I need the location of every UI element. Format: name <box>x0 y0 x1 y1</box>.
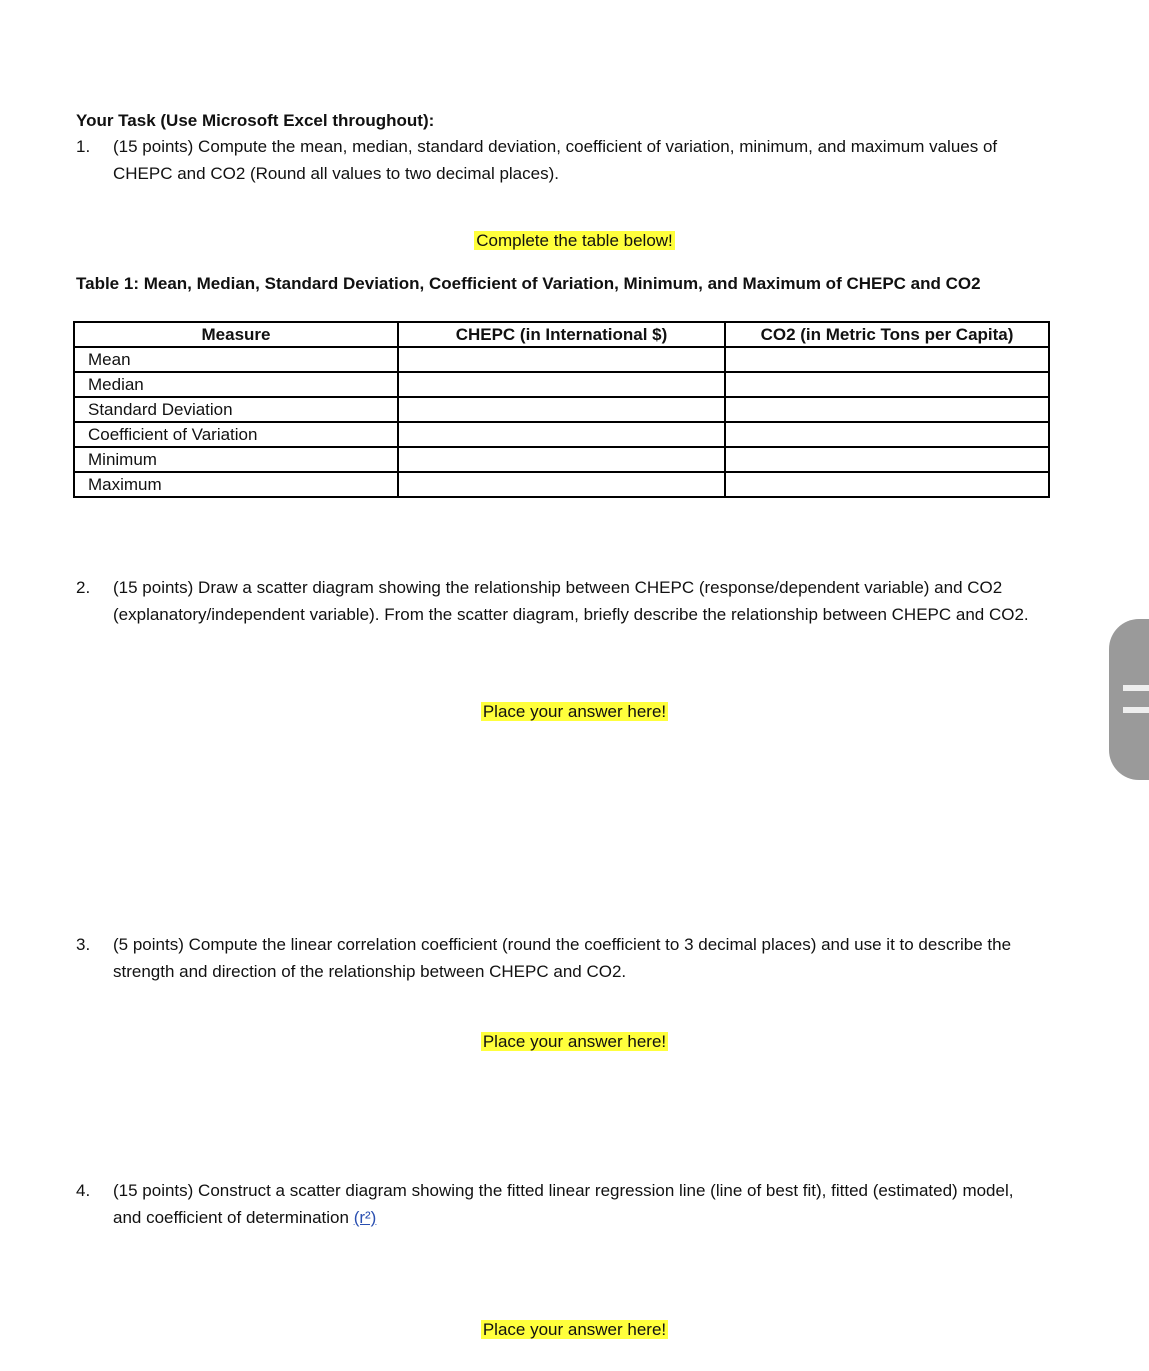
question-2 <box>76 574 1046 628</box>
chepc-cell[interactable] <box>398 447 725 472</box>
question-number: 4. <box>76 1181 91 1200</box>
row-label: Mean <box>74 347 398 372</box>
statistics-table <box>73 321 1050 498</box>
table-row <box>74 422 1049 447</box>
answer-placeholder[interactable]: Place your answer here! <box>482 702 667 721</box>
row-label: Coefficient of Variation <box>74 422 398 447</box>
question-number: 3. <box>76 935 91 954</box>
co2-cell[interactable] <box>725 422 1049 447</box>
question-text: (15 points) Compute the mean, median, standard deviation, coefficient of variation, minimum, and maximum values of CHEPC and CO2 (Round all values to two decimal places). <box>113 137 998 183</box>
question-text: (15 points) Construct a scatter diagram showing the fitted linear regression line (line of best fit), fitted (estimated) model, and coefficient of determination <box>113 1181 1014 1227</box>
answer-placeholder[interactable]: Place your answer here! <box>482 1032 667 1051</box>
side-panel-handle[interactable] <box>1109 619 1149 780</box>
chepc-cell[interactable] <box>398 422 725 447</box>
header-co2: CO2 (in Metric Tons per Capita) <box>725 322 1049 347</box>
table-caption: Table 1: Mean, Median, Standard Deviation, Coefficient of Variation, Minimum, and Maximum of CHEPC and CO2 <box>76 274 981 293</box>
co2-cell[interactable] <box>725 372 1049 397</box>
question-3 <box>76 931 1046 985</box>
handle-grip-icon <box>1123 707 1149 713</box>
table-row <box>74 447 1049 472</box>
header-measure: Measure <box>74 322 398 347</box>
row-label: Maximum <box>74 472 398 497</box>
question-text: (15 points) Draw a scatter diagram showing the relationship between CHEPC (response/dependent variable) and CO2 (explanatory/independent variable). From the scatter diagram, briefly describe the relationship between CHEPC and CO2. <box>113 578 1029 624</box>
co2-cell[interactable] <box>725 447 1049 472</box>
question-text: (5 points) Compute the linear correlation coefficient (round the coefficient to 3 decimal places) and use it to describe the strength and direction of the relationship between CHEPC and CO2. <box>113 935 1012 981</box>
question-number: 2. <box>76 578 91 597</box>
question-4 <box>76 1177 1046 1231</box>
row-label: Median <box>74 372 398 397</box>
task-heading: Your Task (Use Microsoft Excel throughout): <box>76 111 435 130</box>
chepc-cell[interactable] <box>398 472 725 497</box>
row-label: Standard Deviation <box>74 397 398 422</box>
row-label: Minimum <box>74 447 398 472</box>
chepc-cell[interactable] <box>398 372 725 397</box>
table-row <box>74 397 1049 422</box>
handle-grip-icon <box>1123 685 1149 691</box>
chepc-cell[interactable] <box>398 347 725 372</box>
answer-placeholder[interactable]: Place your answer here! <box>482 1320 667 1339</box>
table-row <box>74 472 1049 497</box>
co2-cell[interactable] <box>725 397 1049 422</box>
r-squared-link[interactable]: (r²) <box>353 1208 377 1227</box>
table-row <box>74 347 1049 372</box>
co2-cell[interactable] <box>725 472 1049 497</box>
chepc-cell[interactable] <box>398 397 725 422</box>
question-1 <box>76 133 1046 187</box>
complete-table-prompt: Complete the table below! <box>476 231 673 250</box>
header-chepc: CHEPC (in International $) <box>398 322 725 347</box>
table-row <box>74 372 1049 397</box>
question-number: 1. <box>76 137 91 156</box>
co2-cell[interactable] <box>725 347 1049 372</box>
table-header-row <box>74 322 1049 347</box>
